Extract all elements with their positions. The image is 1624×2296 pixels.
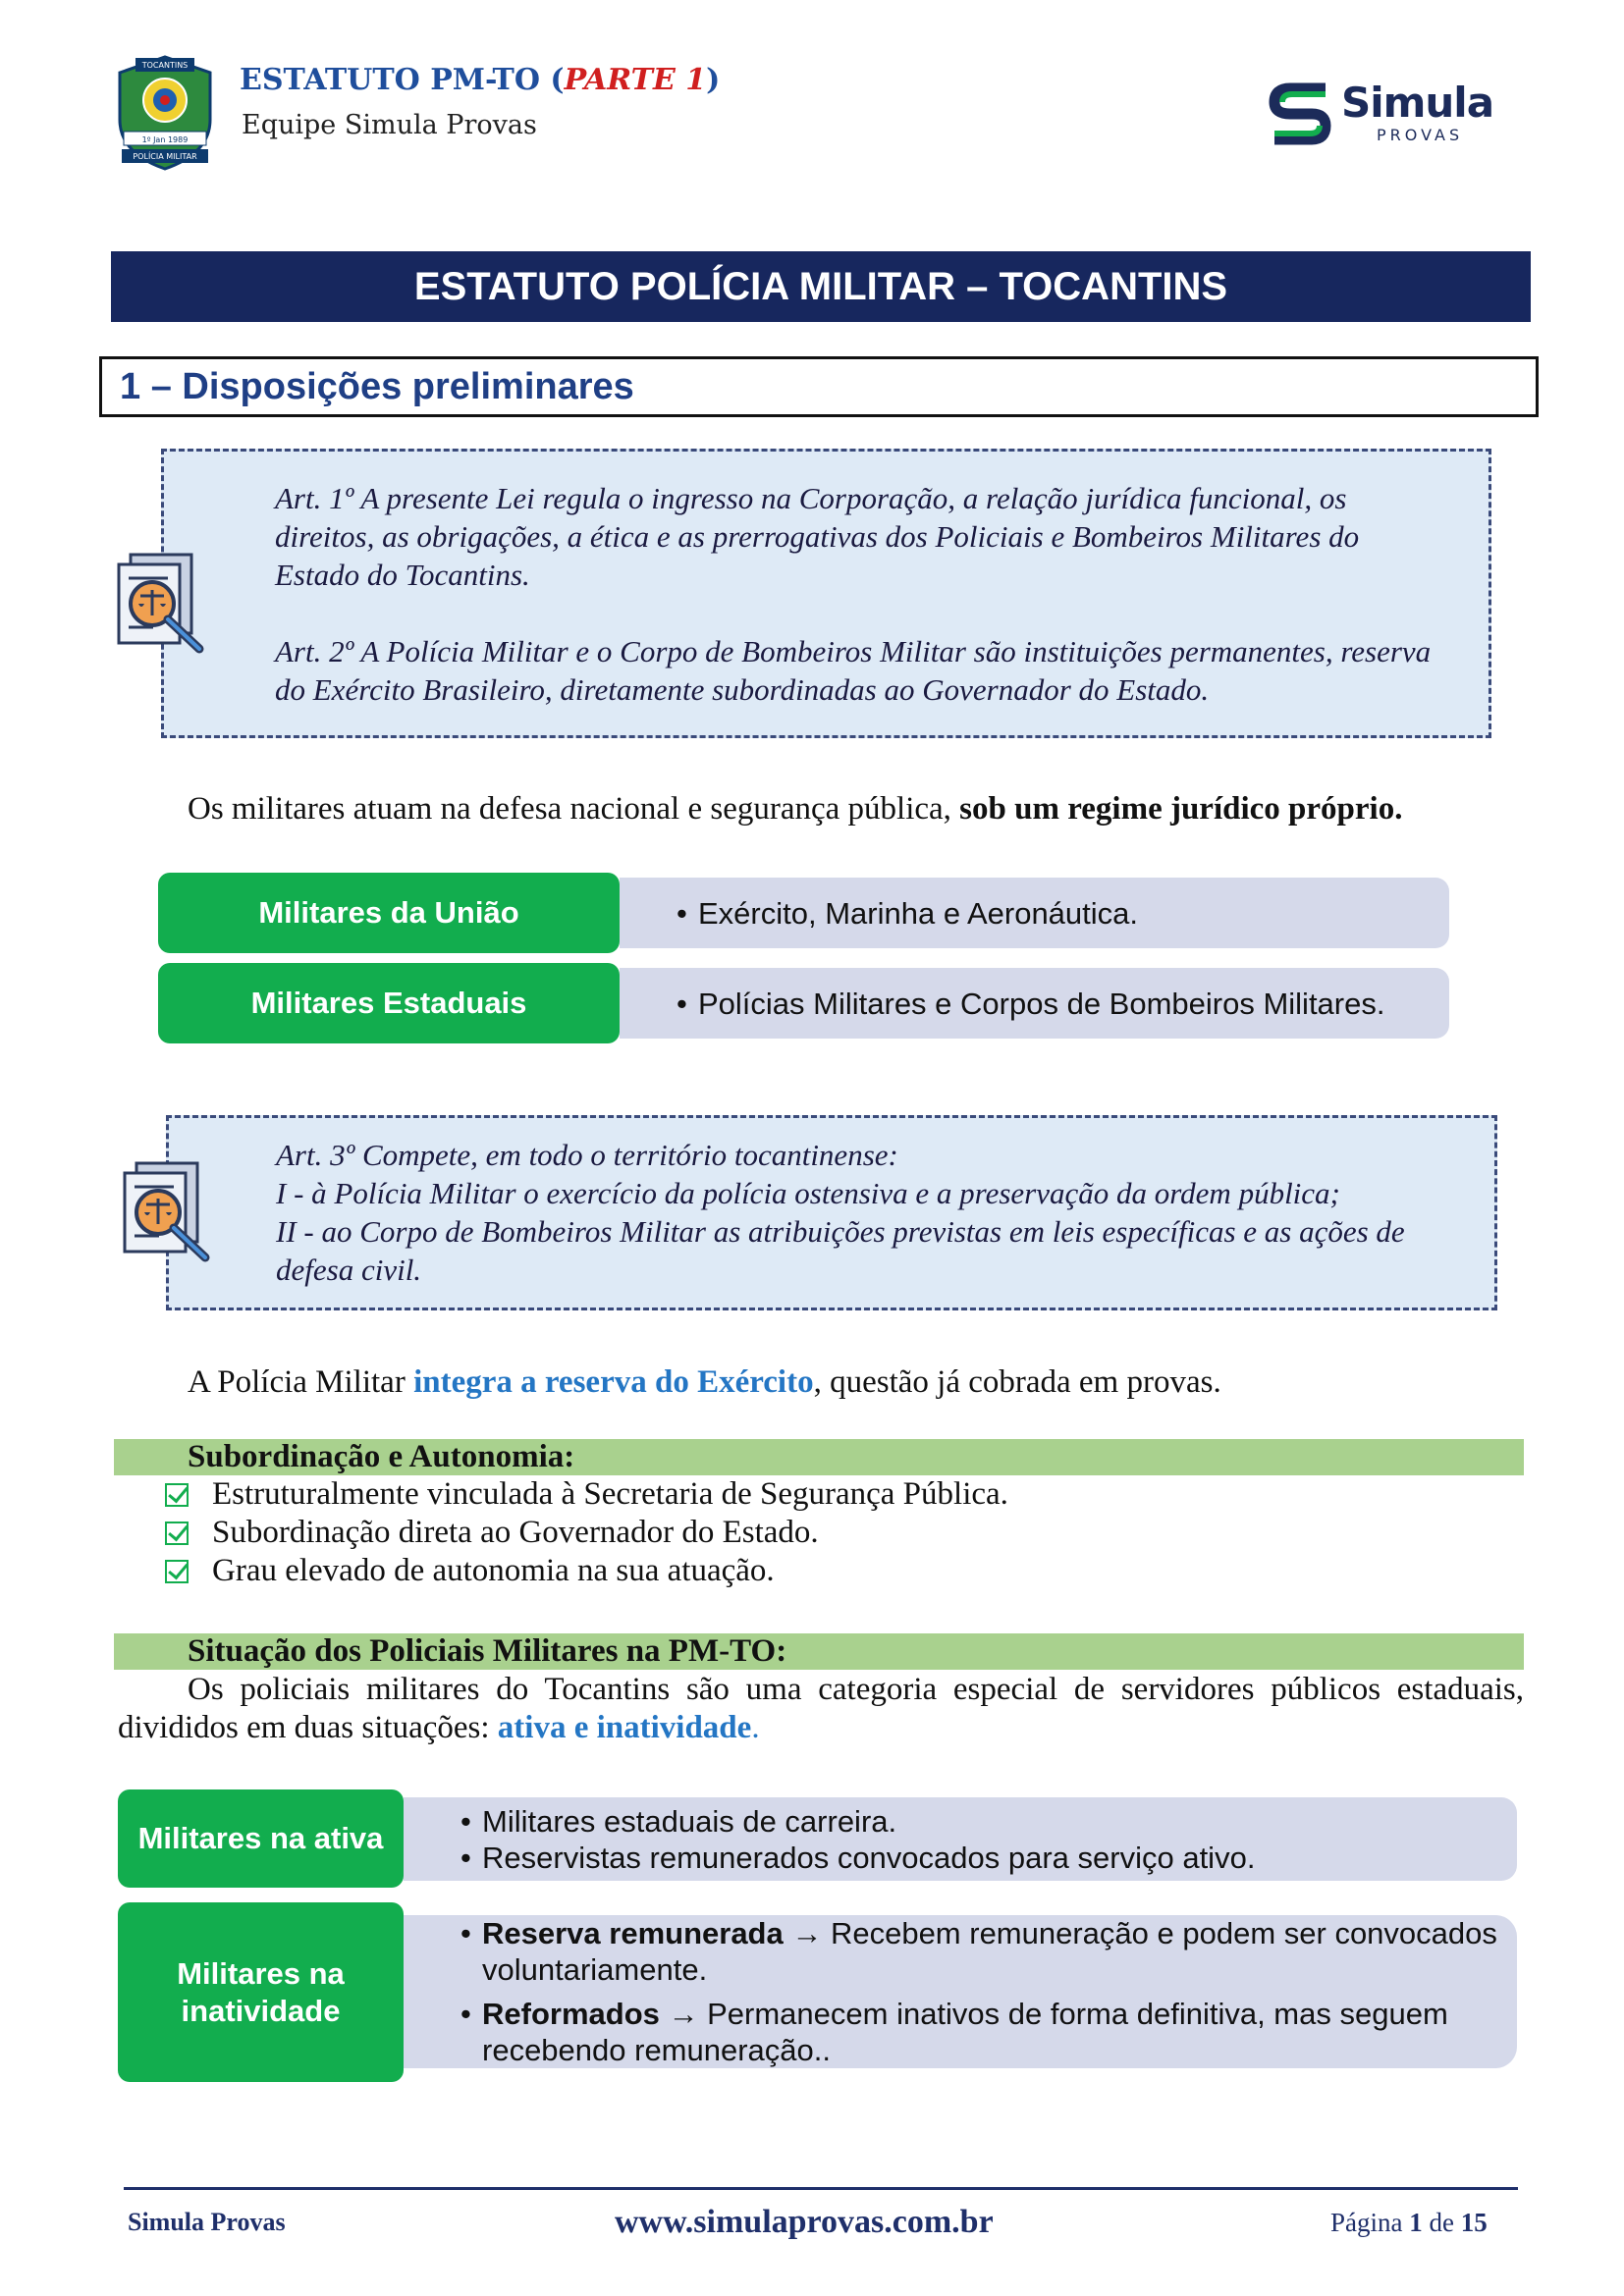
article-3: Art. 3º Compete, em todo o território tocantinense: <box>276 1138 898 1172</box>
paragraph-regime: Os militares atuam na defesa nacional e segurança pública, sob um regime jurídico próprio. <box>188 791 1403 827</box>
page-number: Página 1 de 15 <box>1330 2208 1488 2237</box>
paragraph-reserva: A Polícia Militar integra a reserva do Exército, questão já cobrada em provas. <box>188 1364 1221 1400</box>
checklist-item: Subordinação direta ao Governador do Estado. <box>165 1515 819 1551</box>
header-part: PARTE 1 <box>564 63 707 97</box>
list-item: • Militares estaduais de carreira. <box>460 1803 897 1839</box>
footer-divider <box>124 2187 1518 2190</box>
checkbox-icon <box>165 1483 189 1507</box>
article-box-1 <box>161 449 1491 738</box>
list-item: • Reformados → Permanecem inativos de forma definitiva, mas seguem recebendo remuneração.. <box>460 1997 1448 2067</box>
svg-text:TOCANTINS: TOCANTINS <box>141 61 189 70</box>
article-3-item-1: I - à Polícia Militar o exercício da polícia ostensiva e a preservação da ordem pública; <box>276 1176 1340 1210</box>
militares-estaduais-content: • Polícias Militares e Corpos de Bombeiros Militares. <box>620 968 1449 1039</box>
militares-ativa-content <box>404 1797 1517 1881</box>
brand-sub: PROVAS <box>1377 126 1464 144</box>
paragraph-situacao: Os policiais militares do Tocantins são uma categoria especial de servidores públicos estaduais, divididos em duas situações: ativa e inatividade. <box>118 1672 1524 1745</box>
svg-text:POLÍCIA MILITAR: POLÍCIA MILITAR <box>133 152 197 161</box>
article-box-2 <box>166 1115 1497 1310</box>
header-subtitle: Equipe Simula Provas <box>242 110 537 140</box>
militares-uniao-content: • Exército, Marinha e Aeronáutica. <box>620 878 1449 948</box>
footer-brand: Simula Provas <box>128 2208 286 2236</box>
brand-word: Simula <box>1341 79 1494 127</box>
simula-logo <box>1269 79 1494 149</box>
checklist-item: Estruturalmente vinculada à Secretaria de Segurança Pública. <box>165 1476 1008 1513</box>
article-2: Art. 2º A Polícia Militar e o Corpo de Bombeiros Militar são instituições permanentes, reserva do Exército Brasileiro, diretamente subordinadas ao Governador do Estado. <box>275 634 1432 707</box>
subordinacao-title: Subordinação e Autonomia: <box>114 1439 1524 1475</box>
list-item: • Reserva remunerada → Recebem remuneração e podem ser convocados voluntariamente. <box>460 1916 1497 1987</box>
header-title: ESTATUTO PM-TO (PARTE 1) <box>240 63 721 97</box>
svg-text:1º Jan 1989: 1º Jan 1989 <box>141 135 189 144</box>
militares-estaduais-label: Militares Estaduais <box>158 963 620 1043</box>
militares-uniao-label: Militares da União <box>158 873 620 953</box>
checkbox-icon <box>165 1522 189 1545</box>
checkbox-icon <box>165 1560 189 1583</box>
law-document-icon <box>115 1157 219 1267</box>
section-title: 1 – Disposições preliminares <box>99 356 1539 417</box>
militares-inatividade-label: Militares na inatividade <box>118 1902 404 2082</box>
checklist-item: Grau elevado de autonomia na sua atuação. <box>165 1553 775 1589</box>
law-document-icon <box>109 549 213 659</box>
footer-url[interactable]: www.simulaprovas.com.br <box>615 2204 994 2240</box>
article-1: Art. 1º A presente Lei regula o ingresso na Corporação, a relação jurídica funcional, os direitos, as obrigações, a ética e as prerrogativas dos Policiais e Bombeiros Militares do Estado do Tocantins. <box>275 481 1360 592</box>
militares-inatividade-content <box>404 1915 1517 2068</box>
police-badge-logo <box>116 55 214 171</box>
article-3-item-2: II - ao Corpo de Bombeiros Militar as atribuições previstas em leis específicas e as ações de defesa civil. <box>276 1214 1405 1287</box>
main-title: ESTATUTO POLÍCIA MILITAR – TOCANTINS <box>111 251 1531 322</box>
militares-ativa-label: Militares na ativa <box>118 1789 404 1888</box>
list-item: • Reservistas remunerados convocados para serviço ativo. <box>460 1840 1256 1875</box>
situacao-title: Situação dos Policiais Militares na PM-TO: <box>114 1633 1524 1670</box>
